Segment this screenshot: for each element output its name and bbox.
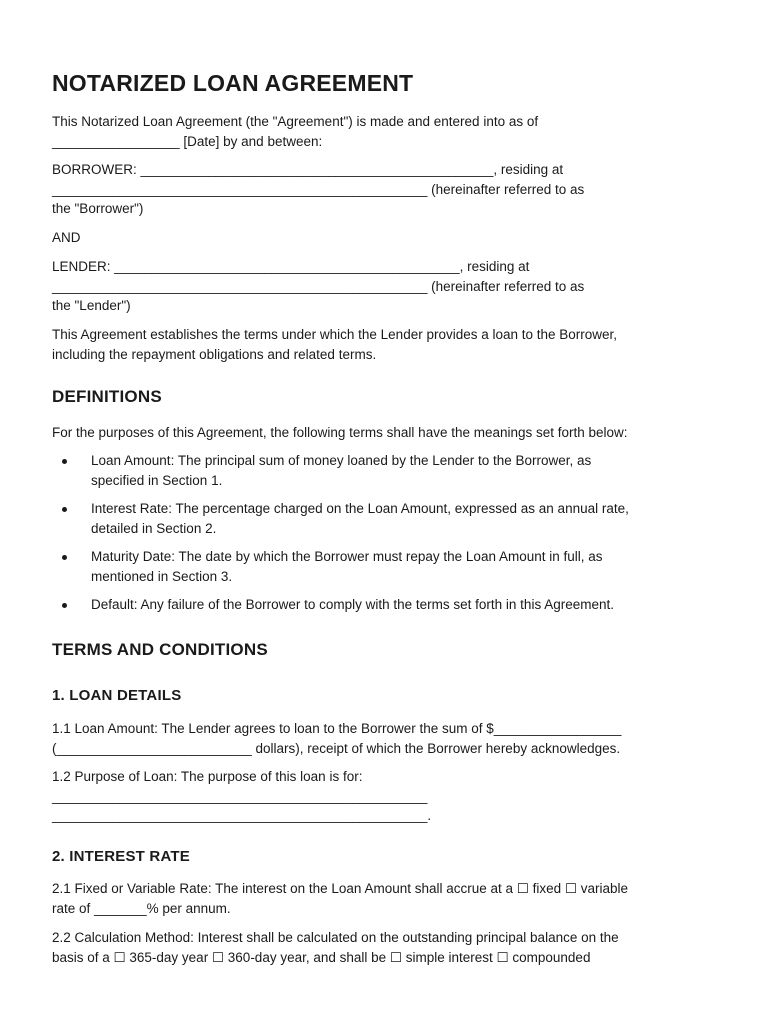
lender-line: the "Lender") <box>52 298 131 313</box>
intro-line: _________________ [Date] by and between: <box>52 133 323 149</box>
rate-type-paragraph <box>52 879 720 918</box>
intro-paragraph <box>52 112 720 151</box>
bullet-dot-icon <box>62 555 67 560</box>
and-label: AND <box>52 230 81 245</box>
intro-line: This Notarized Loan Agreement (the "Agreement") is made and entered into as of <box>52 114 539 129</box>
calculation-method-line: 2.2 Calculation Method: Interest shall be calculated on the outstanding principal balance on the <box>52 930 619 945</box>
calculation-method-line: basis of a ☐ 365-day year ☐ 360-day year, and shall be ☐ simple interest ☐ compounded <box>52 949 591 965</box>
borrower-line: __________________________________________________ (hereinafter referred to as <box>52 181 585 197</box>
definition-line: Interest Rate: The percentage charged on the Loan Amount, expressed as an annual rate, <box>91 501 629 516</box>
list-item <box>52 595 720 615</box>
definition-line: mentioned in Section 3. <box>91 568 233 584</box>
rate-type-line: 2.1 Fixed or Variable Rate: The interest on the Loan Amount shall accrue at a ☐ fixed ☐ variable <box>52 881 629 896</box>
definition-line: Maturity Date: The date by which the Borrower must repay the Loan Amount in full, as <box>91 549 603 564</box>
calculation-method-paragraph <box>52 928 720 967</box>
loan-amount-line: (__________________________ dollars), receipt of which the Borrower hereby acknowledges. <box>52 740 621 756</box>
list-item <box>52 547 720 586</box>
definition-line: specified in Section 1. <box>91 472 223 488</box>
rate-type-line: rate of _______% per annum. <box>52 900 231 916</box>
definition-line: Default: Any failure of the Borrower to comply with the terms set forth in this Agreement. <box>91 597 614 612</box>
borrower-line: BORROWER: _______________________________________________, residing at <box>52 162 564 177</box>
list-item <box>52 451 720 490</box>
loan-amount-line: 1.1 Loan Amount: The Lender agrees to loan to the Borrower the sum of $_________________ <box>52 721 622 736</box>
bullet-dot-icon <box>62 603 67 608</box>
definition-line: Loan Amount: The principal sum of money loaned by the Lender to the Borrower, as <box>91 453 592 468</box>
loan-purpose-line: 1.2 Purpose of Loan: The purpose of this loan is for: <box>52 769 363 784</box>
purpose-paragraph <box>52 325 720 364</box>
loan-amount-paragraph <box>52 719 720 758</box>
definition-line: detailed in Section 2. <box>91 520 217 536</box>
definitions-list <box>52 451 720 624</box>
definitions-intro: For the purposes of this Agreement, the following terms shall have the meanings set forth below: <box>52 425 628 440</box>
purpose-line: including the repayment obligations and related terms. <box>52 346 377 362</box>
borrower-line: the "Borrower") <box>52 201 144 216</box>
definitions-heading: DEFINITIONS <box>52 387 162 406</box>
purpose-line: This Agreement establishes the terms under which the Lender provides a loan to the Borrower, <box>52 327 618 342</box>
lender-paragraph <box>52 257 720 316</box>
bullet-dot-icon <box>62 459 67 464</box>
lender-line: __________________________________________________ (hereinafter referred to as <box>52 278 585 294</box>
list-item <box>52 499 720 538</box>
loan-details-heading: 1. LOAN DETAILS <box>52 687 182 704</box>
lender-line: LENDER: ______________________________________________, residing at <box>52 259 530 274</box>
loan-purpose-line: __________________________________________________ <box>52 788 428 804</box>
terms-heading: TERMS AND CONDITIONS <box>52 640 268 659</box>
interest-rate-heading: 2. INTEREST RATE <box>52 848 190 865</box>
loan-purpose-paragraph <box>52 767 720 826</box>
document-title: NOTARIZED LOAN AGREEMENT <box>52 70 414 96</box>
loan-purpose-line: __________________________________________________. <box>52 808 432 823</box>
bullet-dot-icon <box>62 507 67 512</box>
borrower-paragraph <box>52 160 720 219</box>
